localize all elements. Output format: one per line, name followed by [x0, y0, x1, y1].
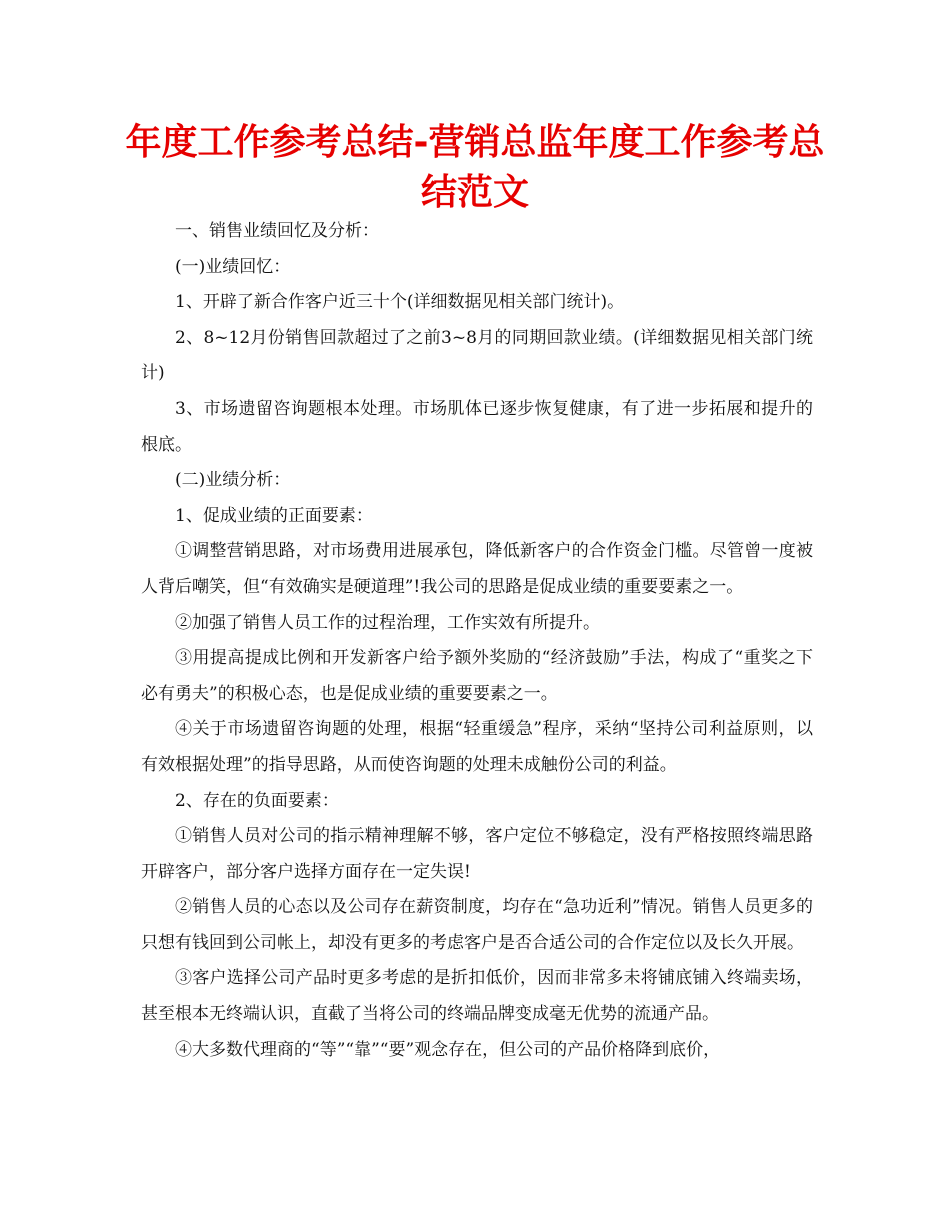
paragraph-subsection-analysis-heading: (二)业绩分析： — [175, 470, 291, 491]
document-body — [141, 214, 813, 1068]
paragraph: ③用提高提成比例和开发新客户给予额外奖励的“经济鼓励”手法，构成了“重奖之下必有勇夫”的积极心态，也是促成业绩的重要要素之一。 — [141, 648, 813, 704]
paragraph-positive-factors-heading: 1、促成业绩的正面要素： — [175, 505, 373, 526]
paragraph: ④关于市场遗留咨询题的处理，根据“轻重缓急”程序，采纳“坚持公司利益原则，以有效根据处理”的指导思路，从而使咨询题的处理未成触份公司的利益。 — [141, 719, 813, 775]
paragraph: ②销售人员的心态以及公司存在薪资制度，均存在“急功近利”情况。销售人员更多的只想有钱回到公司帐上，却没有更多的考虑客户是否合适公司的合作定位以及长久开展。 — [141, 897, 813, 953]
paragraph-negative-factors-heading: 2、存在的负面要素： — [175, 790, 339, 811]
paragraph-subsection-review-heading: (一)业绩回忆： — [175, 256, 291, 277]
paragraph: 1、开辟了新合作客户近三十个(详细数据见相关部门统计)。 — [175, 292, 625, 313]
paragraph: ①销售人员对公司的指示精神理解不够，客户定位不够稳定，没有严格按照终端思路开辟客户，部分客户选择方面存在一定失误! — [141, 826, 813, 882]
document-title: 年度工作参考总结-营销总监年度工作参考总结范文 — [125, 122, 825, 213]
paragraph: 3、市场遗留咨询题根本处理。市场肌体已逐步恢复健康，有了进一步拓展和提升的根底。 — [141, 398, 813, 455]
paragraph: 2、8~12月份销售回款超过了之前3~8月的同期回款业绩。(详细数据见相关部门统计) — [141, 327, 813, 384]
paragraph: ①调整营销思路，对市场费用进展承包，降低新客户的合作资金门槛。尽管曾一度被人背后嘲笑，但“有效确实是硬道理”!我公司的思路是促成业绩的重要要素之一。 — [141, 541, 813, 597]
paragraph: ②加强了销售人员工作的过程治理，工作实效有所提升。 — [175, 612, 600, 633]
paragraph: ④大多数代理商的“等”“靠”“要”观念存在，但公司的产品价格降到底价， — [175, 1039, 721, 1060]
paragraph-section-1-heading: 一、销售业绩回忆及分析： — [175, 221, 379, 241]
paragraph: ③客户选择公司产品时更多考虑的是折扣低价，因而非常多未将铺底铺入终端卖场，甚至根本无终端认识，直截了当将公司的终端品牌变成毫无优势的流通产品。 — [141, 968, 813, 1025]
